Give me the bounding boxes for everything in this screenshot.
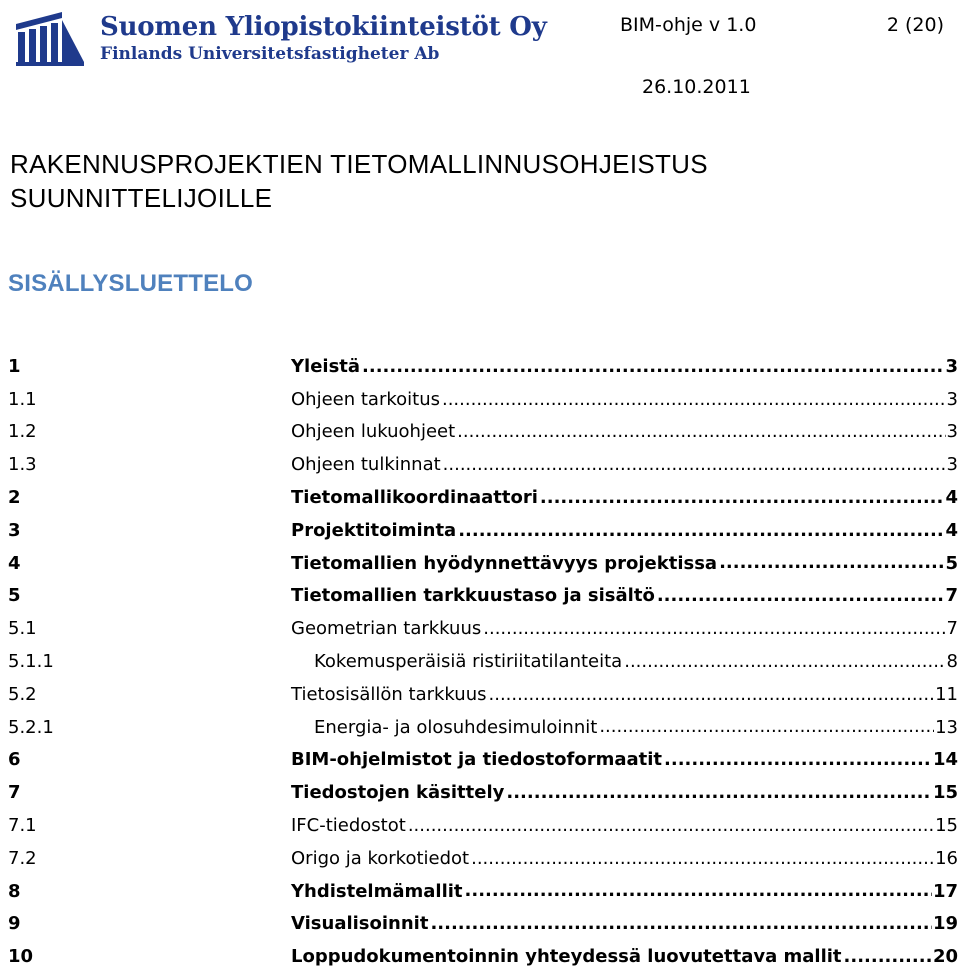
toc-dot-leader [624, 650, 945, 673]
toc-dot-leader [483, 617, 945, 640]
toc-dot-leader [430, 912, 931, 935]
toc-entry[interactable] [8, 940, 958, 973]
toc-entry[interactable] [8, 809, 958, 842]
toc-dot-leader [657, 584, 945, 607]
toc-entry-page: 4 [945, 519, 958, 541]
toc-dot-leader [471, 847, 934, 870]
toc-entry[interactable] [8, 842, 958, 875]
page-indicator: 2 (20) [886, 14, 944, 36]
toc-entry-page: 5 [945, 552, 958, 574]
toc-dot-leader [458, 519, 944, 542]
toc-entry-number: 7.1 [8, 815, 37, 837]
toc-entry[interactable] [8, 711, 958, 744]
document-date: 26.10.2011 [642, 76, 751, 98]
toc-dot-leader [489, 683, 935, 706]
toc-entry[interactable] [8, 678, 958, 711]
toc-entry-number: 1 [8, 355, 21, 377]
toc-entry[interactable] [8, 645, 958, 678]
toc-entry-number: 4 [8, 552, 21, 574]
toc-entry-number: 3 [8, 519, 21, 541]
document-title [10, 147, 708, 215]
toc-entry-page: 3 [946, 388, 958, 410]
toc-dot-leader [599, 715, 934, 738]
toc-entry-page: 19 [932, 913, 958, 935]
toc-entry-number: 1.2 [8, 421, 37, 443]
document-title-line2: SUUNNITTELIJOILLE [10, 183, 273, 213]
university-building-logo-icon [14, 10, 86, 66]
toc-entry-title: IFC-tiedostot [291, 815, 406, 837]
toc-entry-title: Kokemusperäisiä ristiriitatilanteita [314, 651, 623, 673]
toc-entry[interactable] [8, 514, 958, 547]
toc-entry-number: 8 [8, 880, 21, 902]
toc-entry-page: 8 [946, 651, 958, 673]
toc-entry-title: Ohjeen tarkoitus [291, 388, 440, 410]
toc-dot-leader [844, 945, 932, 968]
org-name-finnish: Suomen Yliopistokiinteistöt Oy [100, 12, 547, 42]
toc-entry-title: Projektitoiminta [291, 519, 457, 541]
toc-entry[interactable] [8, 547, 958, 580]
toc-entry-number: 5 [8, 585, 21, 607]
toc-dot-leader [457, 420, 945, 443]
toc-entry-title: Tietomallien tarkkuustaso ja sisältö [291, 585, 655, 607]
toc-entry-page: 16 [935, 847, 958, 869]
toc-entry-title: Visualisoinnit [291, 913, 429, 935]
org-name-swedish: Finlands Universitetsfastigheter Ab [100, 44, 440, 64]
toc-dot-leader [540, 486, 945, 509]
toc-dot-leader [719, 551, 944, 574]
toc-entry-title: Energia- ja olosuhdesimuloinnit [314, 716, 598, 738]
toc-entry-number: 6 [8, 749, 21, 771]
toc-entry-page: 15 [935, 815, 958, 837]
toc-heading: SISÄLLYSLUETTELO [8, 270, 254, 297]
toc-dot-leader [442, 388, 946, 411]
toc-entry-number: 5.2.1 [8, 716, 54, 738]
toc-entry[interactable] [8, 776, 958, 809]
toc-entry-title: Ohjeen tulkinnat [291, 454, 441, 476]
toc-entry-page: 3 [946, 421, 958, 443]
toc-entry-title: Geometrian tarkkuus [291, 618, 482, 640]
toc-entry-title: BIM-ohjelmistot ja tiedostoformaatit [291, 749, 663, 771]
toc-entry-number: 10 [8, 946, 34, 968]
toc-entry[interactable] [8, 744, 958, 777]
toc-entry-number: 5.2 [8, 683, 37, 705]
toc-entry-page: 17 [932, 880, 958, 902]
toc-dot-leader [443, 453, 946, 476]
toc-entry-page: 4 [945, 487, 958, 509]
toc-entry-page: 7 [945, 585, 958, 607]
toc-entry[interactable] [8, 448, 958, 481]
toc-entry-title: Tietomallikoordinaattori [291, 487, 538, 509]
toc-entry-page: 14 [932, 749, 958, 771]
toc-entry-title: Tietomallien hyödynnettävyys projektissa [291, 552, 718, 574]
toc-entry-title: Origo ja korkotiedot [291, 847, 470, 869]
toc-entry-number: 1.1 [8, 388, 37, 410]
toc-entry[interactable] [8, 383, 958, 416]
toc-entry-page: 3 [946, 454, 958, 476]
toc-entry-page: 11 [935, 683, 958, 705]
toc-dot-leader [408, 814, 934, 837]
table-of-contents [8, 350, 958, 973]
toc-entry[interactable] [8, 908, 958, 941]
toc-entry-number: 7 [8, 782, 21, 804]
toc-entry-page: 15 [932, 782, 958, 804]
toc-entry-title: Ohjeen lukuohjeet [291, 421, 456, 443]
toc-entry-number: 9 [8, 913, 21, 935]
toc-entry-number: 5.1 [8, 618, 37, 640]
toc-entry[interactable] [8, 481, 958, 514]
toc-entry-number: 5.1.1 [8, 651, 54, 673]
toc-entry[interactable] [8, 416, 958, 449]
toc-entry-page: 7 [946, 618, 958, 640]
toc-entry[interactable] [8, 350, 958, 383]
toc-entry[interactable] [8, 875, 958, 908]
toc-dot-leader [664, 748, 932, 771]
toc-entry[interactable] [8, 612, 958, 645]
toc-entry-title: Yleistä [291, 355, 361, 377]
toc-entry-title: Tiedostojen käsittely [291, 782, 505, 804]
toc-entry[interactable] [8, 580, 958, 613]
toc-entry-title: Yhdistelmämallit [291, 880, 463, 902]
company-logo [14, 6, 547, 66]
toc-entry-title: Loppudokumentoinnin yhteydessä luovutettava mallit [291, 946, 842, 968]
toc-entry-title: Tietosisällön tarkkuus [291, 683, 487, 705]
document-version: BIM-ohje v 1.0 [620, 14, 757, 36]
toc-entry-page: 3 [945, 355, 958, 377]
document-title-line1: RAKENNUSPROJEKTIEN TIETOMALLINNUSOHJEISTUS [10, 149, 708, 179]
toc-dot-leader [362, 355, 944, 378]
toc-entry-number: 1.3 [8, 454, 37, 476]
toc-entry-page: 13 [935, 716, 958, 738]
toc-entry-number: 2 [8, 487, 21, 509]
toc-dot-leader [465, 879, 932, 902]
toc-dot-leader [506, 781, 932, 804]
toc-entry-number: 7.2 [8, 847, 37, 869]
toc-entry-page: 20 [932, 946, 958, 968]
